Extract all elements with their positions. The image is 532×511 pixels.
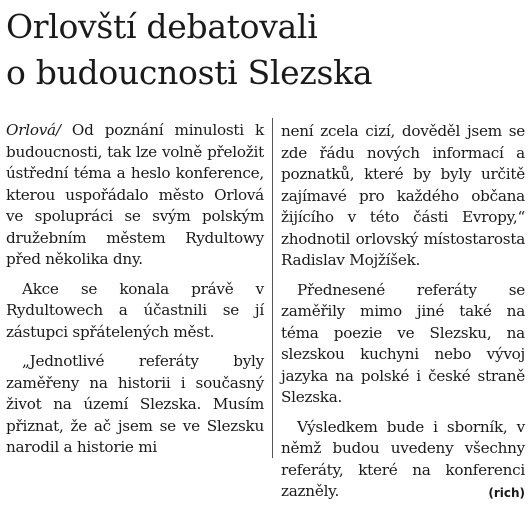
right-column — [281, 121, 525, 511]
dateline: Orlová/ — [6, 121, 61, 139]
paragraph: Akce se konala právě v Rydultowech a účastnili se jí zástupci spřátelených měst. — [6, 279, 264, 341]
author-signature: (rich) — [488, 486, 525, 500]
article-headline — [6, 4, 372, 96]
paragraph — [281, 417, 525, 503]
paragraph: není zcela cizí, dověděl jsem se zde řádu nových informací a poznatků, které by byly určitě zajímavé pro každého občana žijícího v této části Evropy,“ zhodnotil orlovský místostarosta Radislav Mojžíšek. — [281, 122, 525, 269]
paragraph-text: Výsledkem bude i sborník, v němž budou uvedeny všechny referáty, které na konferenci zazněly. — [281, 417, 525, 500]
headline-line-1: Orlovští debatovali — [6, 7, 318, 46]
paragraph: „Jednotlivé referáty byly zaměřeny na historii i současný život na území Slezska. Musím přiznat, že ač jsem se ve Slezsku narodil a historie mi — [6, 352, 264, 456]
paragraph-text: Od poznání minulosti k budoucnosti, tak lze volně přeložit ústřední téma a heslo konference, kterou uspořádalo město Orlová ve spolupráci se svým polským družebním městem Rydultowy před několika dny. — [6, 121, 265, 268]
paragraph — [6, 120, 264, 271]
column-divider — [272, 118, 273, 458]
paragraph: Přednesené referáty se zaměřily mimo jiné také na téma poezie ve Slezsku, na slezskou kuchyni nebo vývoj jazyka na polské i české straně Slezska. — [281, 280, 525, 406]
headline-line-2: o budoucnosti Slezska — [6, 53, 373, 92]
left-column — [6, 120, 264, 467]
